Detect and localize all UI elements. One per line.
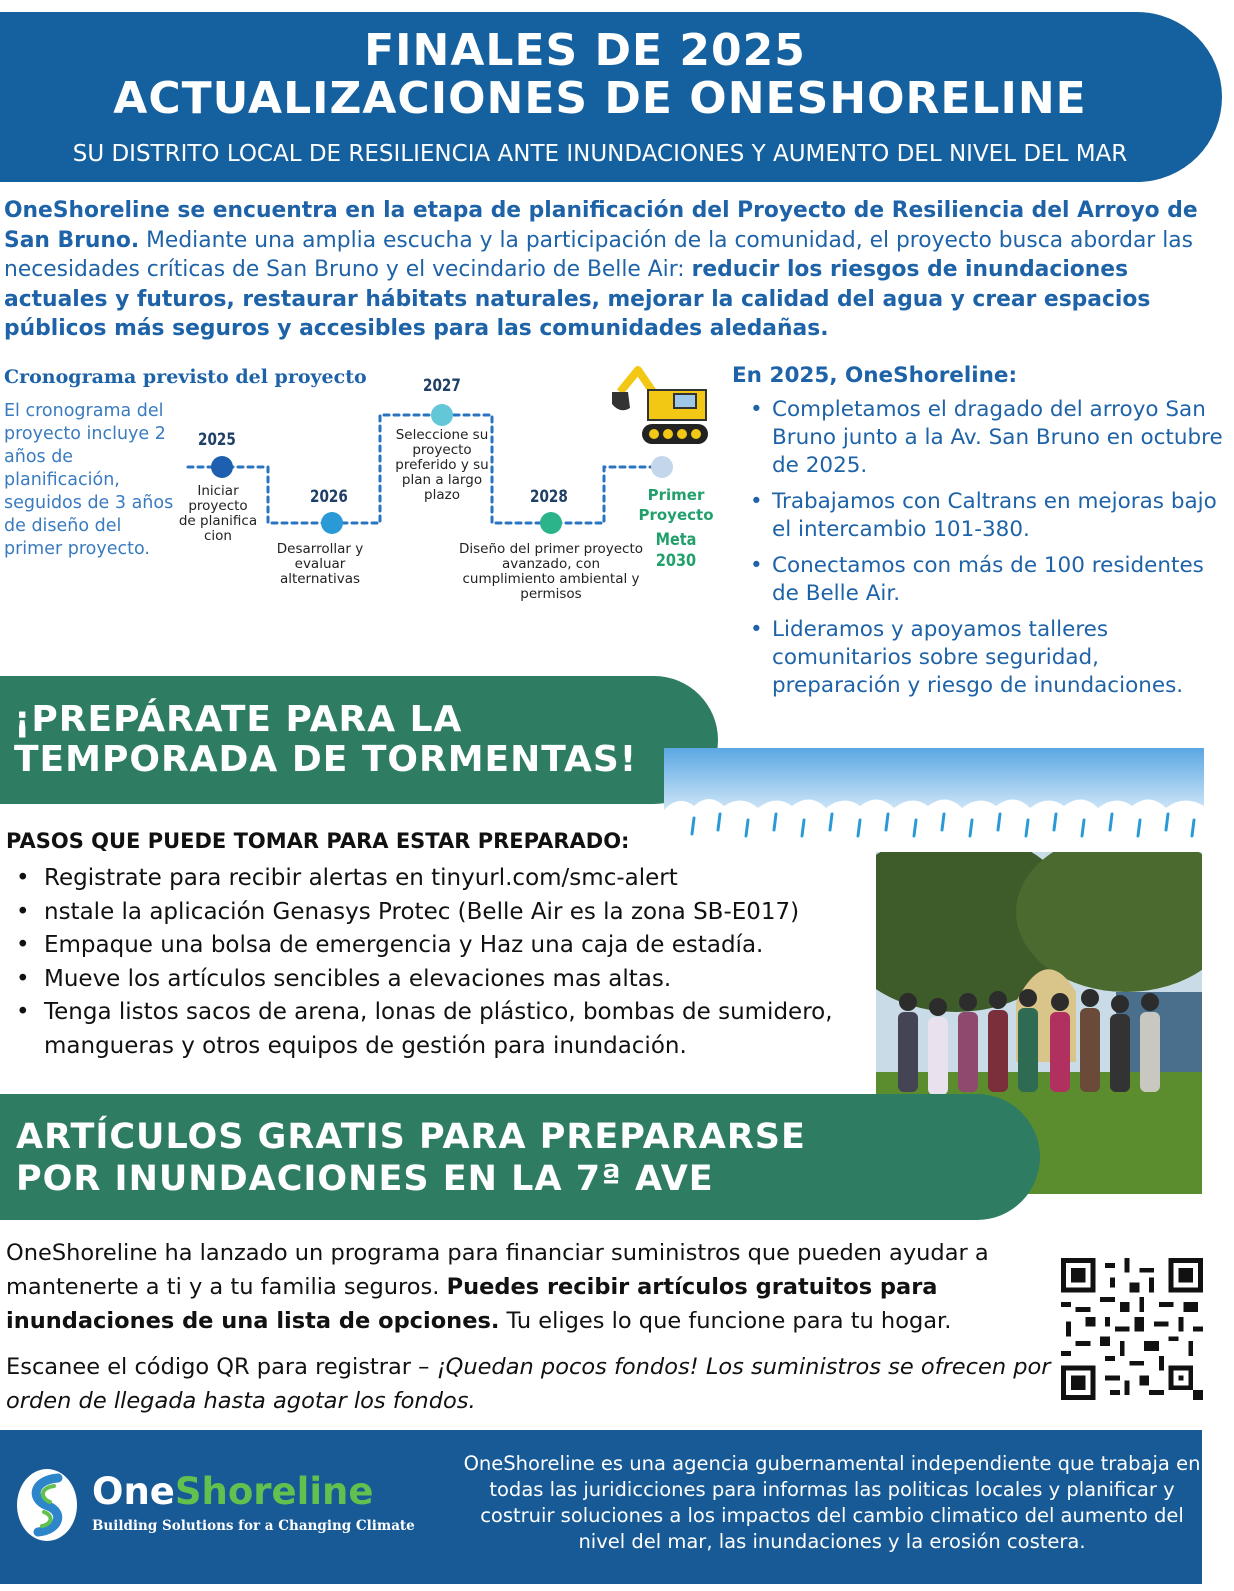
milestone-dot-2026 — [321, 512, 343, 534]
qr-code[interactable] — [1060, 1258, 1204, 1400]
intro-tail: reducir los riesgos de inundaciones actuales y futuros, restaurar hábitats naturales, mejorar la calidad del agua y crear espacios públicos más seguros y accesibles para las comunidades aledañas. — [4, 257, 1151, 342]
timeline-title: Cronograma previsto del proyecto — [4, 366, 367, 388]
milestone-label-2026: Desarrollar y evaluar alternativas — [276, 541, 364, 587]
footer-tagline: Building Solutions for a Changing Climate — [92, 1518, 415, 1534]
footer-brand: OneShoreline — [92, 1470, 374, 1513]
header-subtitle: SU DISTRITO LOCAL DE RESILIENCIA ANTE INUNDACIONES Y AUMENTO DEL NIVEL DEL MAR — [72, 141, 1128, 167]
list-item: • Conectamos con más de 100 residentes de Belle Air. — [750, 553, 1204, 606]
list-item: • Lideramos y apoyamos talleres comunitarios sobre seguridad, preparación y riesgo de inundaciones. — [750, 617, 1184, 698]
intro-paragraph — [4, 196, 1219, 344]
qr-instructions: Escanee el código QR para registrar – ¡Quedan pocos fondos! Los suministros se ofrecen por orden de llegada hasta agotar los fondos. — [6, 1354, 1051, 1414]
goal-meta: Meta 2030 — [655, 530, 697, 571]
oneshoreline-logo-icon — [14, 1466, 80, 1544]
list-item: • Trabajamos con Caltrans en mejoras bajo el intercambio 101-380. — [750, 489, 1217, 542]
header-banner — [0, 12, 1222, 182]
milestone-dot-goal — [651, 456, 673, 478]
list-item: • nstale la aplicación Genasys Protec (Belle Air es la zona SB-E017) — [16, 898, 800, 925]
list-item: • Tenga listos sacos de arena, lonas de plástico, bombas de sumidero, mangueras y otros equipos de gestión para inundación. — [16, 999, 833, 1059]
storm-title: ¡PREPÁRATE PARA LA TEMPORADA DE TORMENTAS! — [14, 699, 638, 780]
milestone-year-2028: 2028 — [530, 487, 568, 507]
milestone-year-2025: 2025 — [198, 430, 236, 450]
milestone-year-2027: 2027 — [423, 376, 461, 396]
updates-list — [746, 396, 1226, 708]
free-items-title: ARTÍCULOS GRATIS PARA PREPARARSE POR INUNDACIONES EN LA 7ª AVE — [16, 1117, 806, 1199]
list-item: • Empaque una bolsa de emergencia y Haz una caja de estadía. — [16, 932, 764, 958]
list-item: • Mueve los artículos sencibles a elevaciones mas altas. — [16, 965, 672, 992]
milestone-year-2026: 2026 — [310, 487, 348, 507]
intro-body: Mediante una amplia escucha y la participación de la comunidad, el proyecto busca abordar las necesidades críticas de San Bruno y el vecindario de Belle Air: — [4, 227, 1193, 283]
milestone-label-2025: Iniciar proyecto de planifica cion — [178, 483, 258, 544]
milestone-dot-2027 — [431, 404, 453, 426]
excavator-icon — [608, 362, 712, 450]
milestone-label-2028: Diseño del primer proyecto avanzado, con cumplimiento ambiental y permisos — [458, 541, 644, 602]
timeline-description: El cronograma del proyecto incluye 2 años de planificación, seguidos de 3 años de diseño del primer proyecto. — [4, 401, 174, 559]
goal-label: Primer Proyecto — [638, 486, 714, 524]
list-item: • Registrate para recibir alertas en tinyurl.com/smc-alert — [16, 865, 678, 891]
free-items-paragraph: OneShoreline ha lanzado un programa para financiar suministros que pueden ayudar a mantenerte a ti y a tu familia seguros. Puedes recibir artículos gratuitos para inundaciones de una lista de opciones. Tu eliges lo que funcione para tu hogar. — [6, 1240, 989, 1334]
milestone-label-2027: Seleccione su proyecto preferido y su plan a largo plazo — [395, 427, 489, 503]
steps-list — [12, 862, 892, 1063]
footer-description: OneShoreline es una agencia gubernamental independiente que trabaja en todas las juridicciones para informas las politicas locales y planificar y costruir soluciones a los impactos del cambio climatico del aumento del nivel del mar, las inundaciones y la erosión costera. — [463, 1452, 1201, 1553]
list-item: • Completamos el dragado del arroyo San Bruno junto a la Av. San Bruno en octubre de 2025. — [750, 397, 1223, 478]
milestone-dot-2028 — [540, 512, 562, 534]
updates-title: En 2025, OneShoreline: — [732, 363, 1018, 388]
header-title-line2: ACTUALIZACIONES DE ONESHORELINE — [113, 73, 1087, 124]
milestone-dot-2025 — [211, 456, 233, 478]
intro-lead: OneShoreline se encuentra en la etapa de planificación del Proyecto de Resiliencia del Arroyo de San Bruno. — [4, 198, 1198, 253]
rain-cloud-illustration — [664, 748, 1204, 848]
steps-title: PASOS QUE PUEDE TOMAR PARA ESTAR PREPARADO: — [6, 829, 630, 853]
header-title-line1: FINALES DE 2025 — [364, 25, 806, 76]
